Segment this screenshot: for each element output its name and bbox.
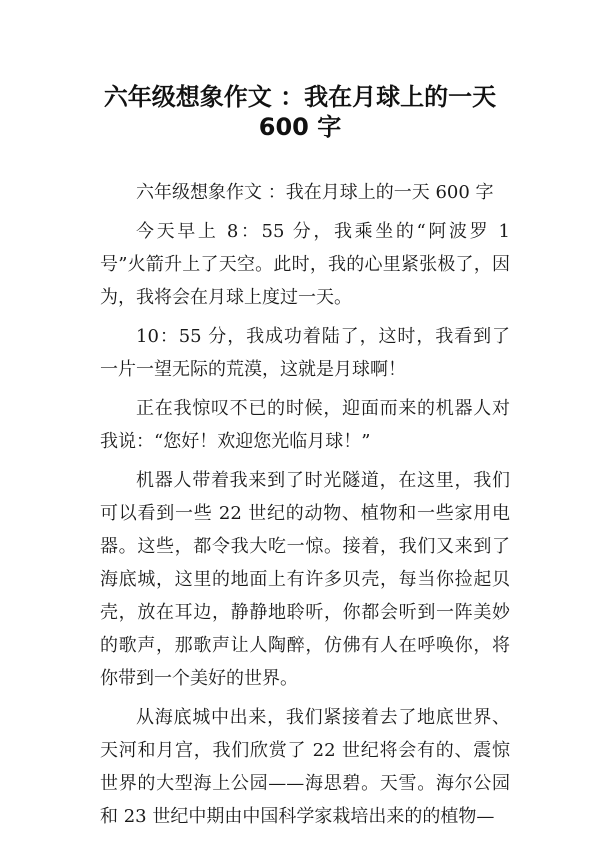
paragraph: 10：55 分，我成功着陆了，这时，我看到了一片一望无际的荒漠，这就是月球啊！ <box>100 326 510 380</box>
paragraph: 机器人带着我来到了时光隧道，在这里，我们可以看到一些 22 世纪的动物、植物和一些家用电器。这些，都令我大吃一惊。接着，我们又来到了海底城，这里的地面上有许多贝壳，每当你捡起贝壳，放在耳边，静静地聆听，你都会听到一阵美妙的歌声，那歌声让人陶醉，仿佛有人在呼唤你，将你带到一个美好的世界。 <box>100 470 510 689</box>
document-title: 六年级想象作文 ：我在月球上的一天 <box>103 83 497 111</box>
paragraph: 从海底城中出来，我们紧接着去了地底世界、天河和月宫，我们欣赏了 22 世纪将会有的、震惊世界的大型海上公园——海思碧。天雪。海尔公园和 23 世纪中期由中国科学家栽培出来的的植物— <box>100 707 510 827</box>
paragraph: 六年级想象作文 ：我在月球上的一天 600 字 <box>136 182 494 203</box>
paragraph: 正在我惊叹不已的时候，迎面而来的机器人对我说：“您好！欢迎您光临月球！” <box>100 398 510 452</box>
document-body <box>100 176 510 839</box>
paragraph: 今天早上 8：55 分，我乘坐的“阿波罗 1 号”火箭升上了天空。此时，我的心里紧张极了，因为，我将会在月球上度过一天。 <box>100 221 510 308</box>
document-title-subtitle: 600 字 <box>258 113 342 141</box>
